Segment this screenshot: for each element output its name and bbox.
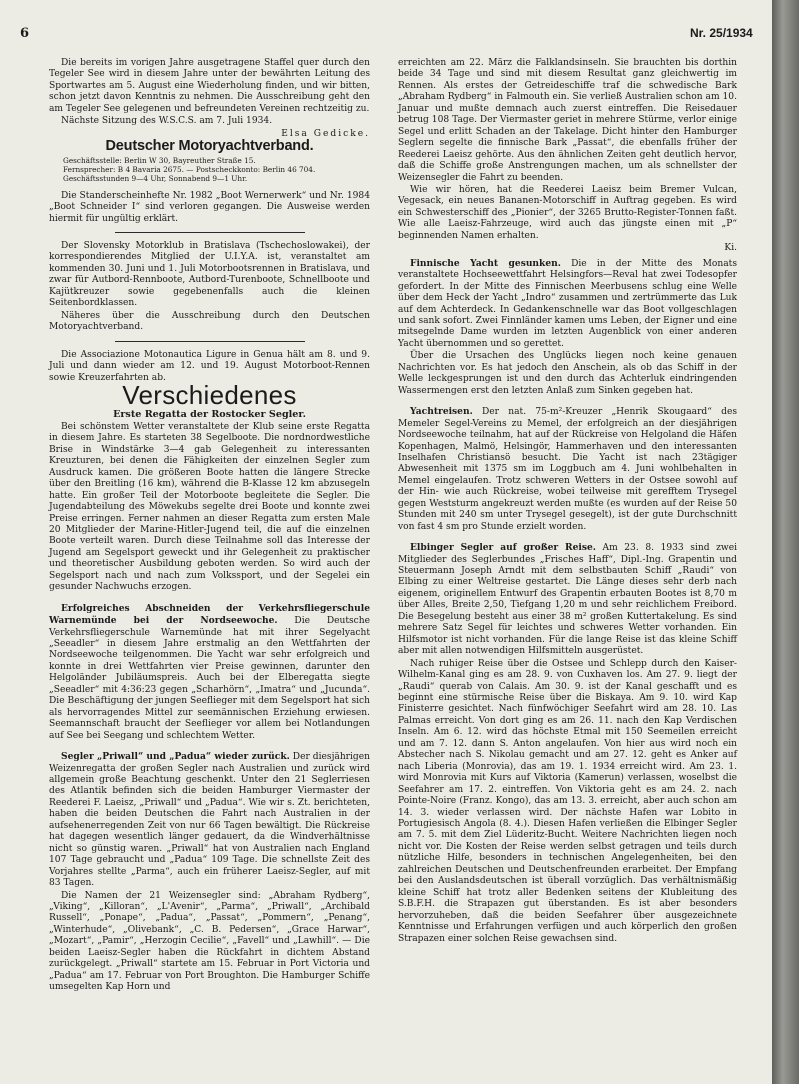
- article-lead-warnemuende: Erfolgreiches Abschneiden der Verkehrsfliegerschule Warnemünde bei der Nordseewoche.: [49, 602, 370, 627]
- section-heading: Verschiedenes: [122, 379, 297, 410]
- signature: Elsa Gedicke.: [281, 128, 370, 139]
- divider: [115, 232, 305, 233]
- paragraph-finnische-yacht: [398, 258, 737, 351]
- club-heading: Deutscher Motoryachtverband.: [105, 138, 314, 155]
- paragraph-standerscheine: Die Standerscheinhefte Nr. 1982 „Boot Wernerwerk“ und Nr. 1984 „Boot Schneider I“ sind verloren gegangen. Die Ausweise werden hiermit für ungültig erklärt.: [49, 190, 370, 224]
- paragraph-ursachen: Über die Ursachen des Unglücks liegen noch keine genauen Nachrichten vor. Es hat jedoch den Anschein, als ob das Schiff in der Welle leckgesprungen ist und den durch das Achterluk eindringenden Wassermengen erst den letzten Anlaß zum Sinken gegeben hat.: [398, 351, 737, 396]
- article-lead-finnische-yacht: Finnische Yacht gesunken.: [410, 257, 561, 269]
- paragraph-yachtreisen: [398, 406, 737, 533]
- paragraph-reise: Nach ruhiger Reise über die Ostsee und Schlepp durch den Kaiser-Wilhelm-Kanal ging es am 28. 9. von Cuxhaven los. Am 27. 9. liegt der „Raudi“ querab von Calais. Am 30. 9. ist der Kanal geschafft und es beginnt eine stürmische Reise über die Biskaya. Am 9. 10. wird Kap Finisterre gesichtet. Nach fünfwöchiger Seefahrt wird am 28. 10. Las Palmas erreicht. Von dort ging es am 26. 11. nach den Kap Verdischen Inseln. Am 6. 12. wird das höchste Etmal mit 150 Seemeilen erreicht und am 7. 12. dann S. Anton angelaufen. Von hier aus wird noch ein Abstecher nach S. Nikolau gemacht und am 27. 12. geht es Anker auf nach Liberia (Monrovia), das am 19. 1. 1934 erreicht wird. Am 23. 1. wird Monrovia mit Kurs auf Viktoria (Kamerun) verlassen, woselbst die Seefahrer am 17. 2. eintreffen. Von Viktoria geht es am 24. 2. nach Pointe-Noire (Franz. Kongo), das am 13. 3. erreicht, aber auch schon am 14. 3. wieder verlassen wird. Der nächste Hafen war Lobito in Portugiesisch Angola (8. 4.). Diesen Hafen verließen die Elbinger Segler am 7. 5. mit dem Ziel Lüderitz-Bucht. Weitere Nachrichten liegen noch nicht vor. Die Kosten der Reise werden selbst getragen und teils durch nützliche Hilfe, besonders in technischen Angelegenheiten, bei den zahlreichen Deutschen und Deutschenfreunden erarbeitet. Der Empfang bei den Auslandsdeutschen ist überall vorzüglich. Das verhältnismäßig kleine Schiff hat trotz aller Bedenken seitens der Klubleitung des S.B.F.H. die Strapazen gut überstanden. Es ist aber besonders hervorzuheben, daß die beiden Seefahrer über ausgezeichnete Kenntnisse und Erfahrungen verfügen und auch körperlich den großen Strapazen einer solchen Reise gewachsen sind.: [398, 658, 737, 944]
- right-column: [398, 58, 737, 946]
- book-edge: [772, 0, 799, 1084]
- club-phone: Fernsprecher: B 4 Bavaria 2675. — Postscheckkonto: Berlin 46 704.: [63, 164, 316, 174]
- paragraph-staffel: Die bereits im vorigen Jahre ausgetragene Staffel quer durch den Tegeler See wird in diesem Jahre unter der bewährten Leitung des Sportwartes am 5. August eine Wiederholung finden, und wir bitten, schon jetzt davon Kenntnis zu nehmen. Die Ausschreibung geht den am Tegeler See gelegenen und befreundeten Vereinen rechtzeitig zu.: [49, 58, 370, 114]
- article-text-finnische-yacht: Die in der Mitte des Monats veranstaltete Hochseewettfahrt Helsingfors—Reval hat zwei Todesopfer gefordert. In der Mitte des Finnischen Meerbusens schlug eine Welle über dem Heck der Yacht „Indro“ zusammen und zertrümmerte das Luk auf dem Achterdeck. In Gedankenschnelle war das Boot vollgeschlagen und sank sofort. Zwei Finnländer kamen ums Leben, der Eigner und eine mitsegelnde Dame wurden im letzten Augenblick von einer anderen Yacht übernommen und so gerettet.: [398, 258, 737, 349]
- paragraph-sitzung: Nächste Sitzung des W.S.C.S. am 7. Juli 1934.: [61, 116, 273, 127]
- paragraph-continuation: erreichten am 22. März die Falklandsinseln. Sie brauchten bis dorthin beide 34 Tage und sind mit diesem Resultat ganz gleichwertig im Rennen. Als erstes der Getreideschiffe traf die schwedische Bark „Abraham Rydberg“ in Falmouth ein. Sie verließ Australien schon am 10. Januar und mußte demnach auch zuerst eintreffen. Die Reisedauer betrug 108 Tage. Der Viermaster geriet in mehrere Stürme, verlor einige Segel und erlitt Schaden an der Takelage. Dicht hinter den Hamburger Seglern segelte die finnische Bark „Passat“, die ebenfalls früher der Reederei Laeisz gehörte. Aus den ähnlichen Zeiten geht deutlich hervor, daß die Schiffe große Anstrengungen machen, um als schnellster der Weizensegler die Fahrt zu beenden.: [398, 58, 737, 183]
- article-text-elbinger-segler: Am 23. 8. 1933 sind zwei Mitglieder des Seglerbundes „Frisches Haff“, Dipl.-Ing. Grapentin und Steuermann Joseph Arndt mit dem selbstbauten Schiff „Raudi“ von Elbing zu einer Weltreise gestartet. Die Länge dieses sehr derb nach eigenem, originellem Entwurf des Grapentin erbauten Bootes ist 8,70 m über Alles, Breite 2,50, Tiefgang 1,20 m und sehr reichlichem Freibord. Die Besegelung besteht aus einer 38 m² großen Kuttertakelung. Es sind mehrere Satz Segel für leichtes und schweres Wetter vorhanden. Ein Hilfsmotor ist nicht vorhanden. Für die lange Reise ist das kleine Schiff aber mit allen notwendigen Hilfsmitteln ausgerüstet.: [398, 543, 737, 657]
- paragraph-naeheres: Näheres über die Ausschreibung durch den Deutschen Motoryachtverband.: [49, 310, 370, 333]
- article-lead-elbinger-segler: Elbinger Segler auf großer Reise.: [410, 542, 596, 554]
- club-hours: Geschäftsstunden 9—4 Uhr, Sonnabend 9—1 Uhr.: [63, 173, 248, 183]
- article-text-warnemuende: Die Deutsche Verkehrsfliegerschule Warnemünde hat mit ihrer Segelyacht „Seeadler“ in diesem Jahre erstmalig an den Wettfahrten der Nordseewoche teilgenommen. Die Yacht war sehr erfolgreich und konnte in drei Wettfahrten vier Preise gewinnen, darunter den Helgoländer Jubiläumspreis. Auch bei der Elberegatta siegte „Seeadler“ mit 4:36:23 gegen „Scharhörn“, „Imatra“ und „Jucunda“. Die Beschäftigung der jungen Seeflieger mit dem Segelsport hat sich als hervorragendes Mittel zur seemännischen Erziehung erwiesen. Seemannschaft braucht der Seeflieger vor allem bei Notlandungen auf See bei Seegang und schlechtem Wetter.: [49, 616, 370, 741]
- paragraph-warnemuende: [49, 603, 370, 742]
- paragraph-laeisz: Wie wir hören, hat die Reederei Laeisz beim Bremer Vulcan, Vegesack, ein neues Bananen-Motorschiff in Auftrag gegeben. Es wird ein Schwesterschiff des „Pionier“, der 3265 Brutto-Register-Tonnen faßt. Wie alle Laeisz-Fahrzeuge, wird auch das jüngste einen mit „P“ beginnenden Namen erhalten.: [398, 184, 737, 241]
- page-number: 6: [20, 26, 30, 41]
- paragraph-weizensegler: Die Namen der 21 Weizensegler sind: „Abraham Rydberg“, „Viking“, „Killoran“, „L'Avenir“, „Parma“, „Priwall“, „Archibald Russell“, „Ponape“, „Padua“, „Passat“, „Pommern“, „Penang“, „Winterhude“, „Olivebank“, „C. B. Pedersen“, „Grace Harwar“, „Mozart“, „Pamir“, „Herzogin Cecilie“, „Favell“ und „Lawhill“. — Die beiden Laeisz-Segler haben die Rückfahrt in dichtem Abstand zurückgelegt. „Priwall“ startete am 15. Februar in Port Victoria und „Padua“ am 17. Februar von Port Broughton. Die Hamburger Schiffe umsegelten Kap Horn und: [49, 890, 370, 993]
- paragraph-priwall: [49, 751, 370, 889]
- article-lead-priwall: Segler „Priwall“ und „Padua“ wieder zurück.: [61, 751, 290, 763]
- divider: [115, 341, 305, 342]
- club-address: Geschäftsstelle: Berlin W 30, Bayreuther Straße 15.: [63, 155, 256, 165]
- club-contact-info: [63, 156, 370, 183]
- paragraph-elbinger-segler: [398, 542, 737, 658]
- article-heading-rostock: Erste Regatta der Rostocker Segler.: [113, 409, 306, 421]
- article-text-priwall: Der diesjährigen Weizenregatta der großen Segler nach Australien und zurück wird allgemein große Beachtung geschenkt. Unter den 21 Seglerriesen des Atlantik befinden sich die beiden Hamburger Viermaster der Reederei F. Laeisz, „Priwall“ und „Padua“. Wie wir s. Zt. berichteten, haben die beiden Deutschen die Fahrt nach Australien in der aufsehenerregenden Zeit von nur 66 Tagen bewältigt. Die Rückreise hat dagegen wesentlich länger gedauert, da die Windverhältnisse nicht so günstig waren. „Priwall“ hat von Australien nach England 107 Tage gebraucht und „Padua“ 109 Tage. Die schnellste Zeit des Vorjahres stellte „Parma“, auch ein früherer Laeisz-Segler, auf mit 83 Tagen.: [49, 752, 370, 889]
- author-initials: Ki.: [724, 243, 737, 254]
- article-lead-yachtreisen: Yachtreisen.: [410, 406, 473, 418]
- paragraph-genua: Die Associazione Motonautica Ligure in Genua hält am 8. und 9. Juli und dann wieder am 12. und 19. August Motorboot-Rennen sowie Kreuzerfahrten ab.: [49, 349, 370, 383]
- left-column: [49, 58, 370, 995]
- paragraph-slovensky: Der Slovensky Motorklub in Bratislava (Tschechoslowakei), der korrespondierendes Mitglied der U.I.Y.A. ist, veranstaltet am kommenden 30. Juni und 1. Juli Motorbootsrennen in Bratislava, und zwar für Autbord-Rennboote, Autbord-Turenboote, Schnellboote und Kajütkreuzer sowie gegebenenfalls auch die kleinen Seitenbordklassen.: [49, 240, 370, 309]
- paragraph-rostock: Bei schönstem Wetter veranstaltete der Klub seine erste Regatta in diesem Jahre. Es starteten 38 Segelboote. Die nordnordwestliche Brise in Windstärke 3—4 gab Gelegenheit zu interessanten Kreuzturen, bei denen die Fähigkeiten der einzelnen Segler zum Ausdruck kamen. Die größeren Boote hatten die längere Strecke über den Breitling (16 km), während die B-Klasse 12 km abzusegeln hatte. Ein großer Teil der Motorboote begleitete die Segler. Die Jugendabteilung des Möwekubs segelte drei Boote und konnte zwei Preise erringen. Ferner nahmen an dieser Regatta zum ersten Male 20 Mitglieder der Marine-Hitler-Jugend teil, die auf die einzelnen Boote verteilt waren. Durch diese Teilnahme soll das Interesse der Jugend am Segelsport geweckt und ihr Gelegenheit zu praktischer und theoretischer Ausbildung geboten werden. So wird auch der Segelsport nach und nach zum Volkssport, und der Segelei ein gesunder Nachwuchs erzogen.: [49, 421, 370, 593]
- article-text-yachtreisen: Der nat. 75-m²-Kreuzer „Henrik Skougaard“ des Memeler Segel-Vereins zu Memel, der erfolgreich an der diesjährigen Nordseewoche teilnahm, hat auf der Rückreise von Helgoland die Häfen Kopenhagen, Malmö, Helsingör, Hammerhaven und den interessanten Inselhafen Christiansö besucht. Die Yacht ist nach 23tägiger Abwesenheit mit 1375 sm im Loggbuch am 4. Juni wohlbehalten in Memel eingelaufen. Trotz schweren Wetters in der Ostsee sowohl auf der Hin- wie auch Rückreise, wobei teilweise mit gerefftem Trysegel gegen Weststurm angekreuzt werden mußte (es wurden auf der Reise 50 Stunden mit 240 sm unter Trysegel gesegelt), ist der gute Durchschnitt von fast 4 sm pro Stunde erzielt worden.: [398, 407, 737, 532]
- issue-number: Nr. 25/1934: [690, 26, 753, 40]
